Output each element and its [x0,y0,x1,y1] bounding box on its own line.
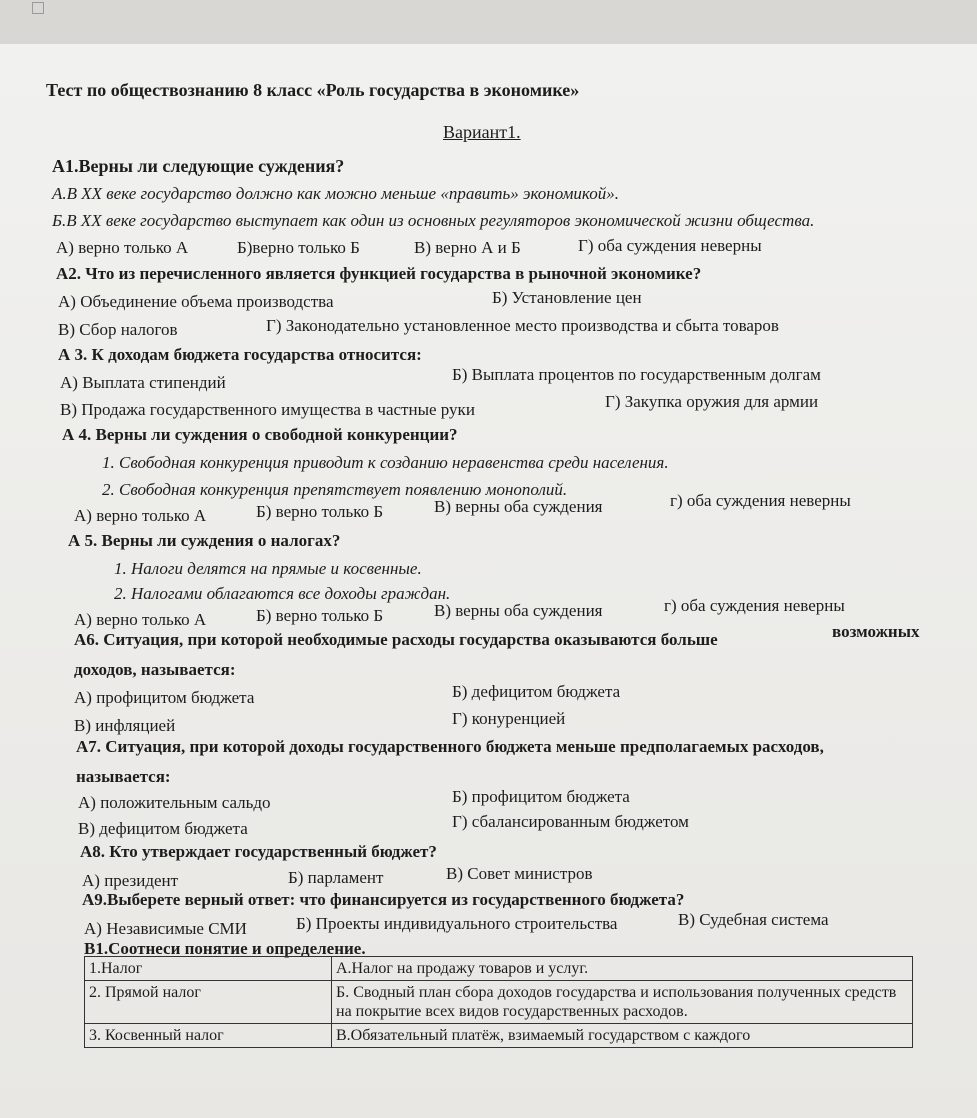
answer-option: А) положительным сальдо [78,793,271,812]
table-row [85,957,913,981]
matching-table [84,956,913,1048]
question-a5: А 5. Верны ли суждения о налогах? [68,531,341,550]
term-cell: 1.Налог [85,957,332,981]
answer-option: В) верно А и Б [414,238,521,257]
answer-option: А) верно только А [56,238,189,257]
question-a6-cont: доходов, называется: [74,660,236,679]
answer-option: А) профицитом бюджета [74,688,255,707]
answer-option: г) оба суждения неверны [664,596,845,615]
statement: Б.В XX веке государство выступает как один из основных регуляторов экономической жизни общества. [52,211,815,230]
answer-option: А) президент [82,871,179,890]
answer-option: Г) конуренцией [452,709,566,728]
answer-option: Г) оба суждения неверны [578,236,762,255]
answer-option: В) Совет министров [446,864,593,883]
table-row [85,981,913,1024]
answer-option: А) верно только А [74,610,207,629]
window-top-bar [0,0,977,44]
window-icon [32,2,44,14]
answer-option: Б) верно только Б [256,502,384,521]
question-a3: А 3. К доходам бюджета государства относится: [58,345,422,364]
document-title: Тест по обществознанию 8 класс «Роль государства в экономике» [46,80,580,100]
question-a1: А1.Верны ли следующие суждения? [52,156,345,176]
answer-option: Г) Законодательно установленное место производства и сбыта товаров [266,316,779,335]
answer-option: Б) Проекты индивидуального строительства [296,914,618,933]
answer-option: Г) сбалансированным бюджетом [452,812,689,831]
answer-option: Б) Выплата процентов по государственным долгам [452,365,821,384]
answer-option: г) оба суждения неверны [670,491,851,510]
answer-option: Г) Закупка оружия для армии [605,392,819,411]
answer-option: Б)верно только Б [237,238,360,257]
definition-cell: В.Обязательный платёж, взимаемый государством с каждого [332,1024,913,1048]
table-row [85,1024,913,1048]
question-a4: А 4. Верны ли суждения о свободной конкуренции? [62,425,458,444]
statement: 1. Свободная конкуренция приводит к созданию неравенства среди населения. [102,453,669,472]
term-cell: 3. Косвенный налог [85,1024,332,1048]
answer-option: А) верно только А [74,506,207,525]
question-a7-cont: называется: [76,767,171,786]
answer-option: В) верны оба суждения [434,497,603,516]
answer-option: Б) верно только Б [256,606,384,625]
answer-option: В) Сбор налогов [58,320,178,339]
answer-option: В) дефицитом бюджета [78,819,248,838]
answer-option: А) Выплата стипендий [60,373,226,392]
answer-option: В) Судебная система [678,910,829,929]
question-a6-end: возможных [832,622,920,641]
question-a2: А2. Что из перечисленного является функцией государства в рыночной экономике? [56,264,702,283]
term-cell: 2. Прямой налог [85,981,332,1024]
question-a8: А8. Кто утверждает государственный бюджет? [80,842,437,861]
answer-option: В) Продажа государственного имущества в частные руки [60,400,475,419]
question-a9: А9.Выберете верный ответ: что финансируется из государственного бюджета? [82,890,685,909]
question-a6: А6. Ситуация, при которой необходимые расходы государства оказываются больше [74,630,718,649]
answer-option: А) Независимые СМИ [84,919,247,938]
definition-cell: Б. Сводный план сбора доходов государства и использования полученных средств на покрытие всех видов государственных расходов. [332,981,913,1024]
question-b1: В1.Соотнеси понятие и определение. [84,939,366,958]
variant-label: Вариант1. [443,122,521,142]
answer-option: Б) профицитом бюджета [452,787,630,806]
statement: 1. Налоги делятся на прямые и косвенные. [114,559,422,578]
statement: А.В XX веке государство должно как можно меньше «править» экономикой». [52,184,619,203]
answer-option: Б) Установление цен [492,288,642,307]
answer-option: Б) парламент [288,868,384,887]
answer-option: Б) дефицитом бюджета [452,682,621,701]
answer-option: В) верны оба суждения [434,601,603,620]
answer-option: А) Объединение объема производства [58,292,334,311]
question-a7: А7. Ситуация, при которой доходы государственного бюджета меньше предполагаемых расходов, [76,737,824,756]
statement: 2. Налогами облагаются все доходы граждан. [114,584,451,603]
answer-option: В) инфляцией [74,716,176,735]
statement: 2. Свободная конкуренция препятствует появлению монополий. [102,480,568,499]
definition-cell: А.Налог на продажу товаров и услуг. [332,957,913,981]
